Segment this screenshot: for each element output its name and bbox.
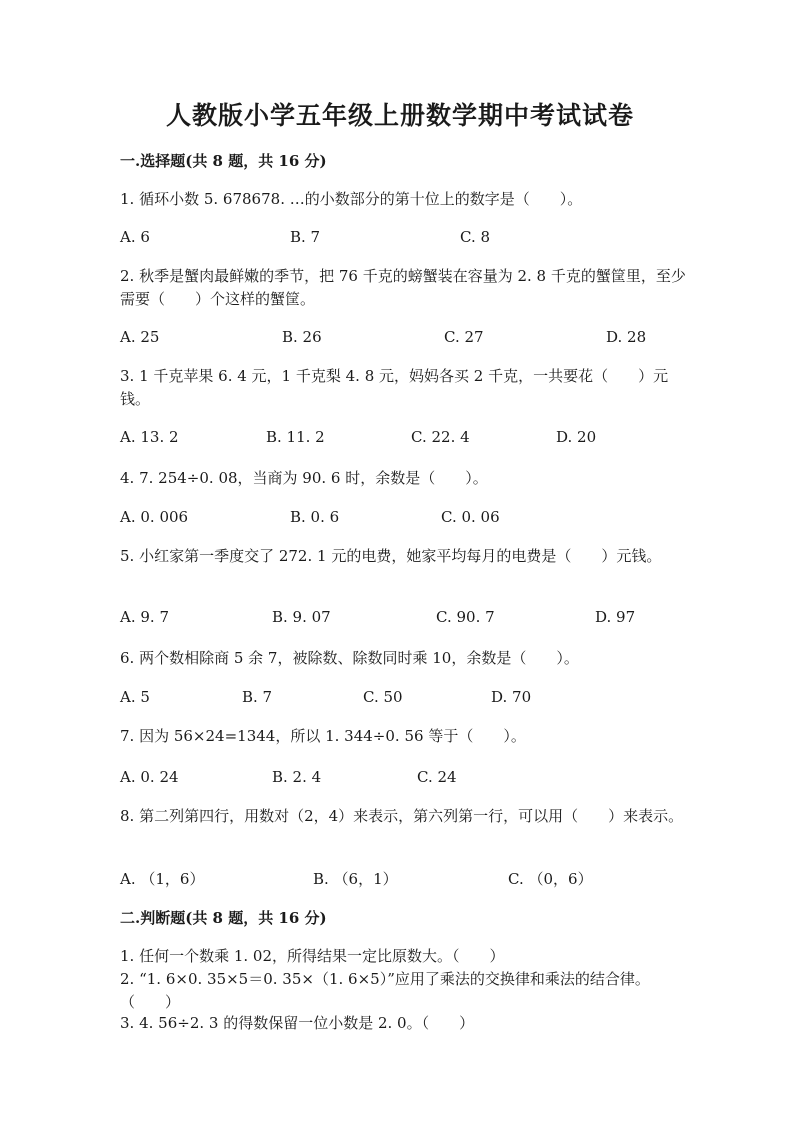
choice-question-8: 8. 第二列第四行，用数对（2，4）来表示，第六列第一行，可以用（ ）来表示。 [120, 807, 684, 825]
option-b: B. 26 [282, 328, 322, 346]
choice-options-2 [120, 328, 690, 350]
choice-question-7: 7. 因为 56×24=1344，所以 1. 344÷0. 56 等于（ ）。 [120, 727, 526, 745]
choice-question-2: 2. 秋季是蟹肉最鲜嫩的季节，把 76 千克的螃蟹装在容量为 2. 8 千克的蟹筐里，至少需要（ ）个这样的蟹筐。 [120, 267, 686, 308]
option-c: C. 0. 06 [441, 508, 500, 526]
option-b: B. 7 [242, 688, 273, 706]
choice-options-6 [120, 688, 690, 710]
option-c: C. 27 [444, 328, 484, 346]
choice-options-4 [120, 508, 690, 530]
section-heading-judgement: 二.判断题(共 8 题，共 16 分) [120, 909, 327, 927]
option-c: C. 24 [417, 768, 457, 786]
option-b: B. 2. 4 [272, 768, 322, 786]
choice-question-5: 5. 小红家第一季度交了 272. 1 元的电费，她家平均每月的电费是（ ）元钱。 [120, 547, 662, 565]
option-a: A. 6 [120, 228, 150, 246]
option-a: A. 5 [120, 688, 150, 706]
choice-question-3: 3. 1 千克苹果 6. 4 元，1 千克梨 4. 8 元，妈妈各买 2 千克，一共要花（ ）元钱。 [120, 367, 669, 408]
choice-question-4: 4. 7. 254÷0. 08，当商为 90. 6 时，余数是（ ）。 [120, 469, 488, 487]
choice-options-1 [120, 228, 690, 250]
option-d: D. 70 [491, 688, 532, 706]
option-b: B. 9. 07 [272, 608, 331, 626]
option-a: A. （1，6） [120, 870, 205, 888]
option-a: A. 0. 24 [120, 768, 179, 786]
option-b: B. 0. 6 [290, 508, 340, 526]
option-c: C. 22. 4 [411, 428, 470, 446]
choice-question-6: 6. 两个数相除商 5 余 7，被除数、除数同时乘 10，余数是（ ）。 [120, 649, 579, 667]
choice-options-7 [120, 768, 690, 790]
option-a: A. 0. 006 [120, 508, 189, 526]
option-c: C. （0，6） [508, 870, 593, 888]
option-b: B. 7 [290, 228, 321, 246]
option-b: B. 11. 2 [266, 428, 325, 446]
option-d: D. 97 [595, 608, 636, 626]
judgement-question-2: 2. “1. 6×0. 35×5＝0. 35×（1. 6×5）”应用了乘法的交换律和乘法的结合律。（ ） [120, 970, 650, 1011]
exam-title: 人教版小学五年级上册数学期中考试试卷 [165, 101, 634, 130]
option-a: A. 9. 7 [120, 608, 169, 626]
choice-options-8 [120, 868, 690, 890]
option-b: B. （6，1） [313, 870, 398, 888]
option-c: C. 50 [363, 688, 403, 706]
section-heading-choice: 一.选择题(共 8 题，共 16 分) [120, 152, 327, 170]
option-c: C. 8 [460, 228, 491, 246]
choice-question-1: 1. 循环小数 5. 678678. …的小数部分的第十位上的数字是（ ）。 [120, 190, 583, 208]
choice-options-3 [120, 428, 690, 450]
option-d: D. 28 [606, 328, 647, 346]
judgement-question-3: 3. 4. 56÷2. 3 的得数保留一位小数是 2. 0。（ ） [120, 1014, 475, 1032]
option-c: C. 90. 7 [436, 608, 495, 626]
option-a: A. 13. 2 [120, 428, 179, 446]
choice-options-5 [120, 608, 690, 630]
judgement-question-1: 1. 任何一个数乘 1. 02，所得结果一定比原数大。（ ） [120, 947, 505, 965]
option-d: D. 20 [556, 428, 597, 446]
option-a: A. 25 [120, 328, 160, 346]
